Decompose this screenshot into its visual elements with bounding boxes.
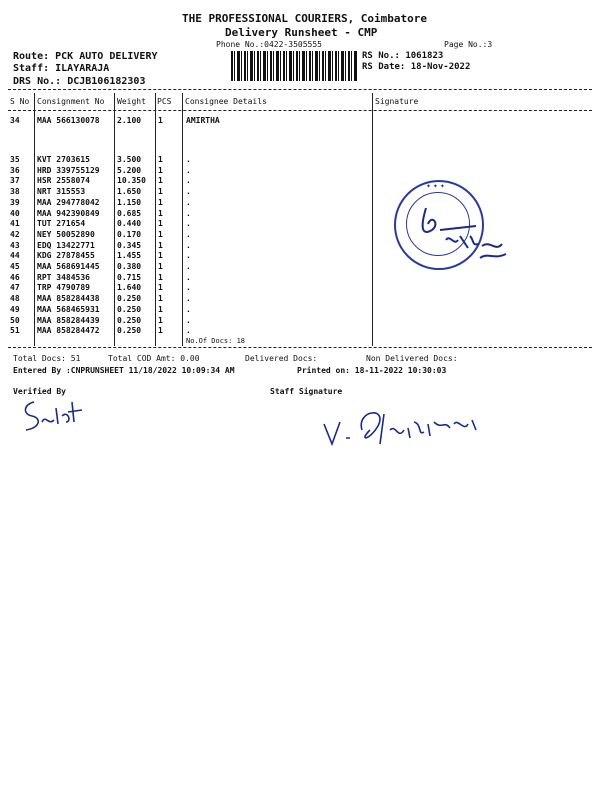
row-consignment-no: MAA 566130078	[37, 116, 100, 125]
document-title: Delivery Runsheet - CMP	[225, 26, 378, 39]
row-consignee: .	[186, 229, 191, 239]
row-weight: 0.250	[117, 315, 142, 325]
row-weight: 0.170	[117, 229, 142, 239]
row-pcs: 1	[158, 283, 163, 293]
row-pcs: 1	[158, 262, 163, 271]
row-weight: 0.685	[117, 208, 142, 218]
col-divider	[114, 93, 115, 346]
row-sno: 37	[10, 176, 20, 186]
row-sno: 35	[10, 155, 20, 164]
stamp-handwriting	[410, 200, 530, 270]
row-sno: 46	[10, 272, 20, 282]
row-pcs: 1	[158, 315, 163, 325]
row-sno: 42	[10, 229, 20, 239]
company-name: THE PROFESSIONAL COURIERS, Coimbatore	[182, 12, 428, 25]
row-consignment-no: TRP 4790789	[37, 283, 90, 293]
col-header-sno: S No	[10, 97, 30, 106]
row-consignee: .	[186, 304, 191, 314]
verifier-signature	[12, 392, 102, 440]
row-sno: 39	[10, 197, 20, 207]
row-sno: 40	[10, 208, 20, 218]
col-divider	[372, 93, 373, 346]
row-pcs: 1	[158, 197, 163, 207]
row-consignee: .	[186, 197, 191, 207]
row-pcs: 1	[158, 294, 163, 304]
row-consignee: .	[186, 262, 191, 271]
page-number: Page No.:3	[444, 40, 493, 49]
row-consignee: .	[186, 240, 191, 250]
row-consignment-no: EDQ 13422771	[37, 240, 95, 250]
row-weight: 0.380	[117, 262, 142, 271]
rs-number: RS No.: 1061823	[362, 51, 444, 61]
row-pcs: 1	[158, 240, 163, 250]
entered-by: Entered By :CNPRUNSHEET 11/18/2022 10:09:34 AM	[13, 366, 235, 375]
row-weight: 0.715	[117, 272, 142, 282]
row-pcs: 1	[158, 187, 163, 197]
no-of-docs: No.Of Docs: 18	[186, 337, 246, 345]
delivered-docs: Delivered Docs:	[245, 354, 318, 363]
row-sno: 47	[10, 283, 20, 293]
row-consignment-no: MAA 942390849	[37, 208, 100, 218]
row-sno: 38	[10, 187, 20, 197]
row-consignment-no: KDG 27878455	[37, 251, 95, 261]
route-label: Route: PCK AUTO DELIVERY	[13, 51, 158, 62]
row-weight: 3.500	[117, 155, 142, 164]
row-consignee: .	[186, 219, 191, 229]
row-consignment-no: NRT 315553	[37, 187, 86, 197]
total-cod: Total COD Amt: 0.00	[108, 354, 200, 363]
staff-label: Staff: ILAYARAJA	[13, 63, 110, 74]
row-consignment-no: NEY 50052890	[37, 229, 95, 239]
row-consignee: .	[186, 155, 191, 164]
row-weight: 0.250	[117, 326, 142, 336]
col-header-consignment: Consignment No	[37, 97, 105, 106]
row-consignment-no: MAA 568691445	[37, 262, 100, 271]
row-weight: 0.345	[117, 240, 142, 250]
col-header-signature: Signature	[375, 97, 419, 106]
row-pcs: 1	[158, 208, 163, 218]
row-weight: 1.455	[117, 251, 142, 261]
row-pcs: 1	[158, 304, 163, 314]
rs-date: RS Date: 18-Nov-2022	[362, 62, 471, 72]
row-consignee: .	[186, 272, 191, 282]
col-header-consignee: Consignee Details	[185, 97, 267, 106]
row-consignment-no: RPT 3484536	[37, 272, 90, 282]
row-sno: 48	[10, 294, 20, 304]
row-consignee: .	[186, 294, 191, 304]
row-pcs: 1	[158, 176, 163, 186]
row-weight: 0.250	[117, 294, 142, 304]
row-consignment-no: MAA 858284439	[37, 315, 100, 325]
row-consignee: .	[186, 283, 191, 293]
row-pcs: 1	[158, 219, 163, 229]
row-sno: 36	[10, 165, 20, 175]
company-stamp: ✦ ✦ ✦	[394, 180, 484, 270]
row-consignee: .	[186, 315, 191, 325]
row-weight: 0.250	[117, 304, 142, 314]
row-consignment-no: MAA 858284438	[37, 294, 100, 304]
col-divider	[155, 93, 156, 346]
row-pcs: 1	[158, 229, 163, 239]
header-bottom-rule	[8, 110, 592, 111]
drs-label: DRS No.:	[13, 76, 62, 87]
row-consignment-no: KVT 2703615	[37, 155, 90, 164]
row-pcs: 1	[158, 326, 163, 336]
row-pcs: 1	[158, 251, 163, 261]
row-pcs: 1	[158, 116, 163, 125]
non-delivered-docs: Non Delivered Docs:	[366, 354, 458, 363]
row-pcs: 1	[158, 155, 163, 164]
row-consignee: AMIRTHA	[186, 116, 220, 125]
verified-by-label: Verified By	[13, 387, 66, 396]
row-consignee: .	[186, 208, 191, 218]
col-header-pcs: PCS	[157, 97, 172, 106]
row-pcs: 1	[158, 165, 163, 175]
row-consignment-no: MAA 858284472	[37, 326, 100, 336]
row-consignment-no: HSR 2558074	[37, 176, 90, 186]
row-consignee: .	[186, 326, 191, 336]
row-consignment-no: TUT 271654	[37, 219, 86, 229]
total-docs: Total Docs: 51	[13, 354, 81, 363]
row-sno: 44	[10, 251, 20, 261]
col-header-weight: Weight	[117, 97, 146, 106]
row-sno: 45	[10, 262, 20, 271]
row-consignee: .	[186, 187, 191, 197]
drs-number	[13, 76, 145, 87]
row-weight: 1.650	[117, 187, 142, 197]
row-sno: 43	[10, 240, 20, 250]
staff-signature	[318, 400, 498, 452]
row-weight: 10.350	[117, 176, 146, 186]
row-consignment-no: HRD 339755129	[37, 165, 100, 175]
drs-value: DCJB106182303	[67, 76, 146, 87]
row-sno: 50	[10, 315, 20, 325]
staff-signature-label: Staff Signature	[270, 387, 343, 396]
row-weight: 2.100	[117, 116, 142, 125]
row-consignment-no: MAA 568465931	[37, 304, 100, 314]
row-weight: 5.200	[117, 165, 142, 175]
row-weight: 1.640	[117, 283, 142, 293]
table-bottom-rule	[8, 347, 592, 348]
table-top-rule	[8, 89, 592, 90]
printed-on: Printed on: 18-11-2022 10:30:03	[297, 366, 447, 375]
row-consignee: .	[186, 176, 191, 186]
row-consignee: .	[186, 251, 191, 261]
row-sno: 41	[10, 219, 20, 229]
col-divider	[182, 93, 183, 346]
row-consignment-no: MAA 294778042	[37, 197, 100, 207]
row-weight: 1.150	[117, 197, 142, 207]
row-weight: 0.440	[117, 219, 142, 229]
phone-number: Phone No.:0422-3505555	[216, 40, 322, 49]
row-pcs: 1	[158, 272, 163, 282]
col-divider	[34, 93, 35, 346]
row-consignee: .	[186, 165, 191, 175]
barcode	[231, 51, 357, 81]
row-sno: 51	[10, 326, 20, 336]
row-sno: 34	[10, 116, 20, 125]
row-sno: 49	[10, 304, 20, 314]
